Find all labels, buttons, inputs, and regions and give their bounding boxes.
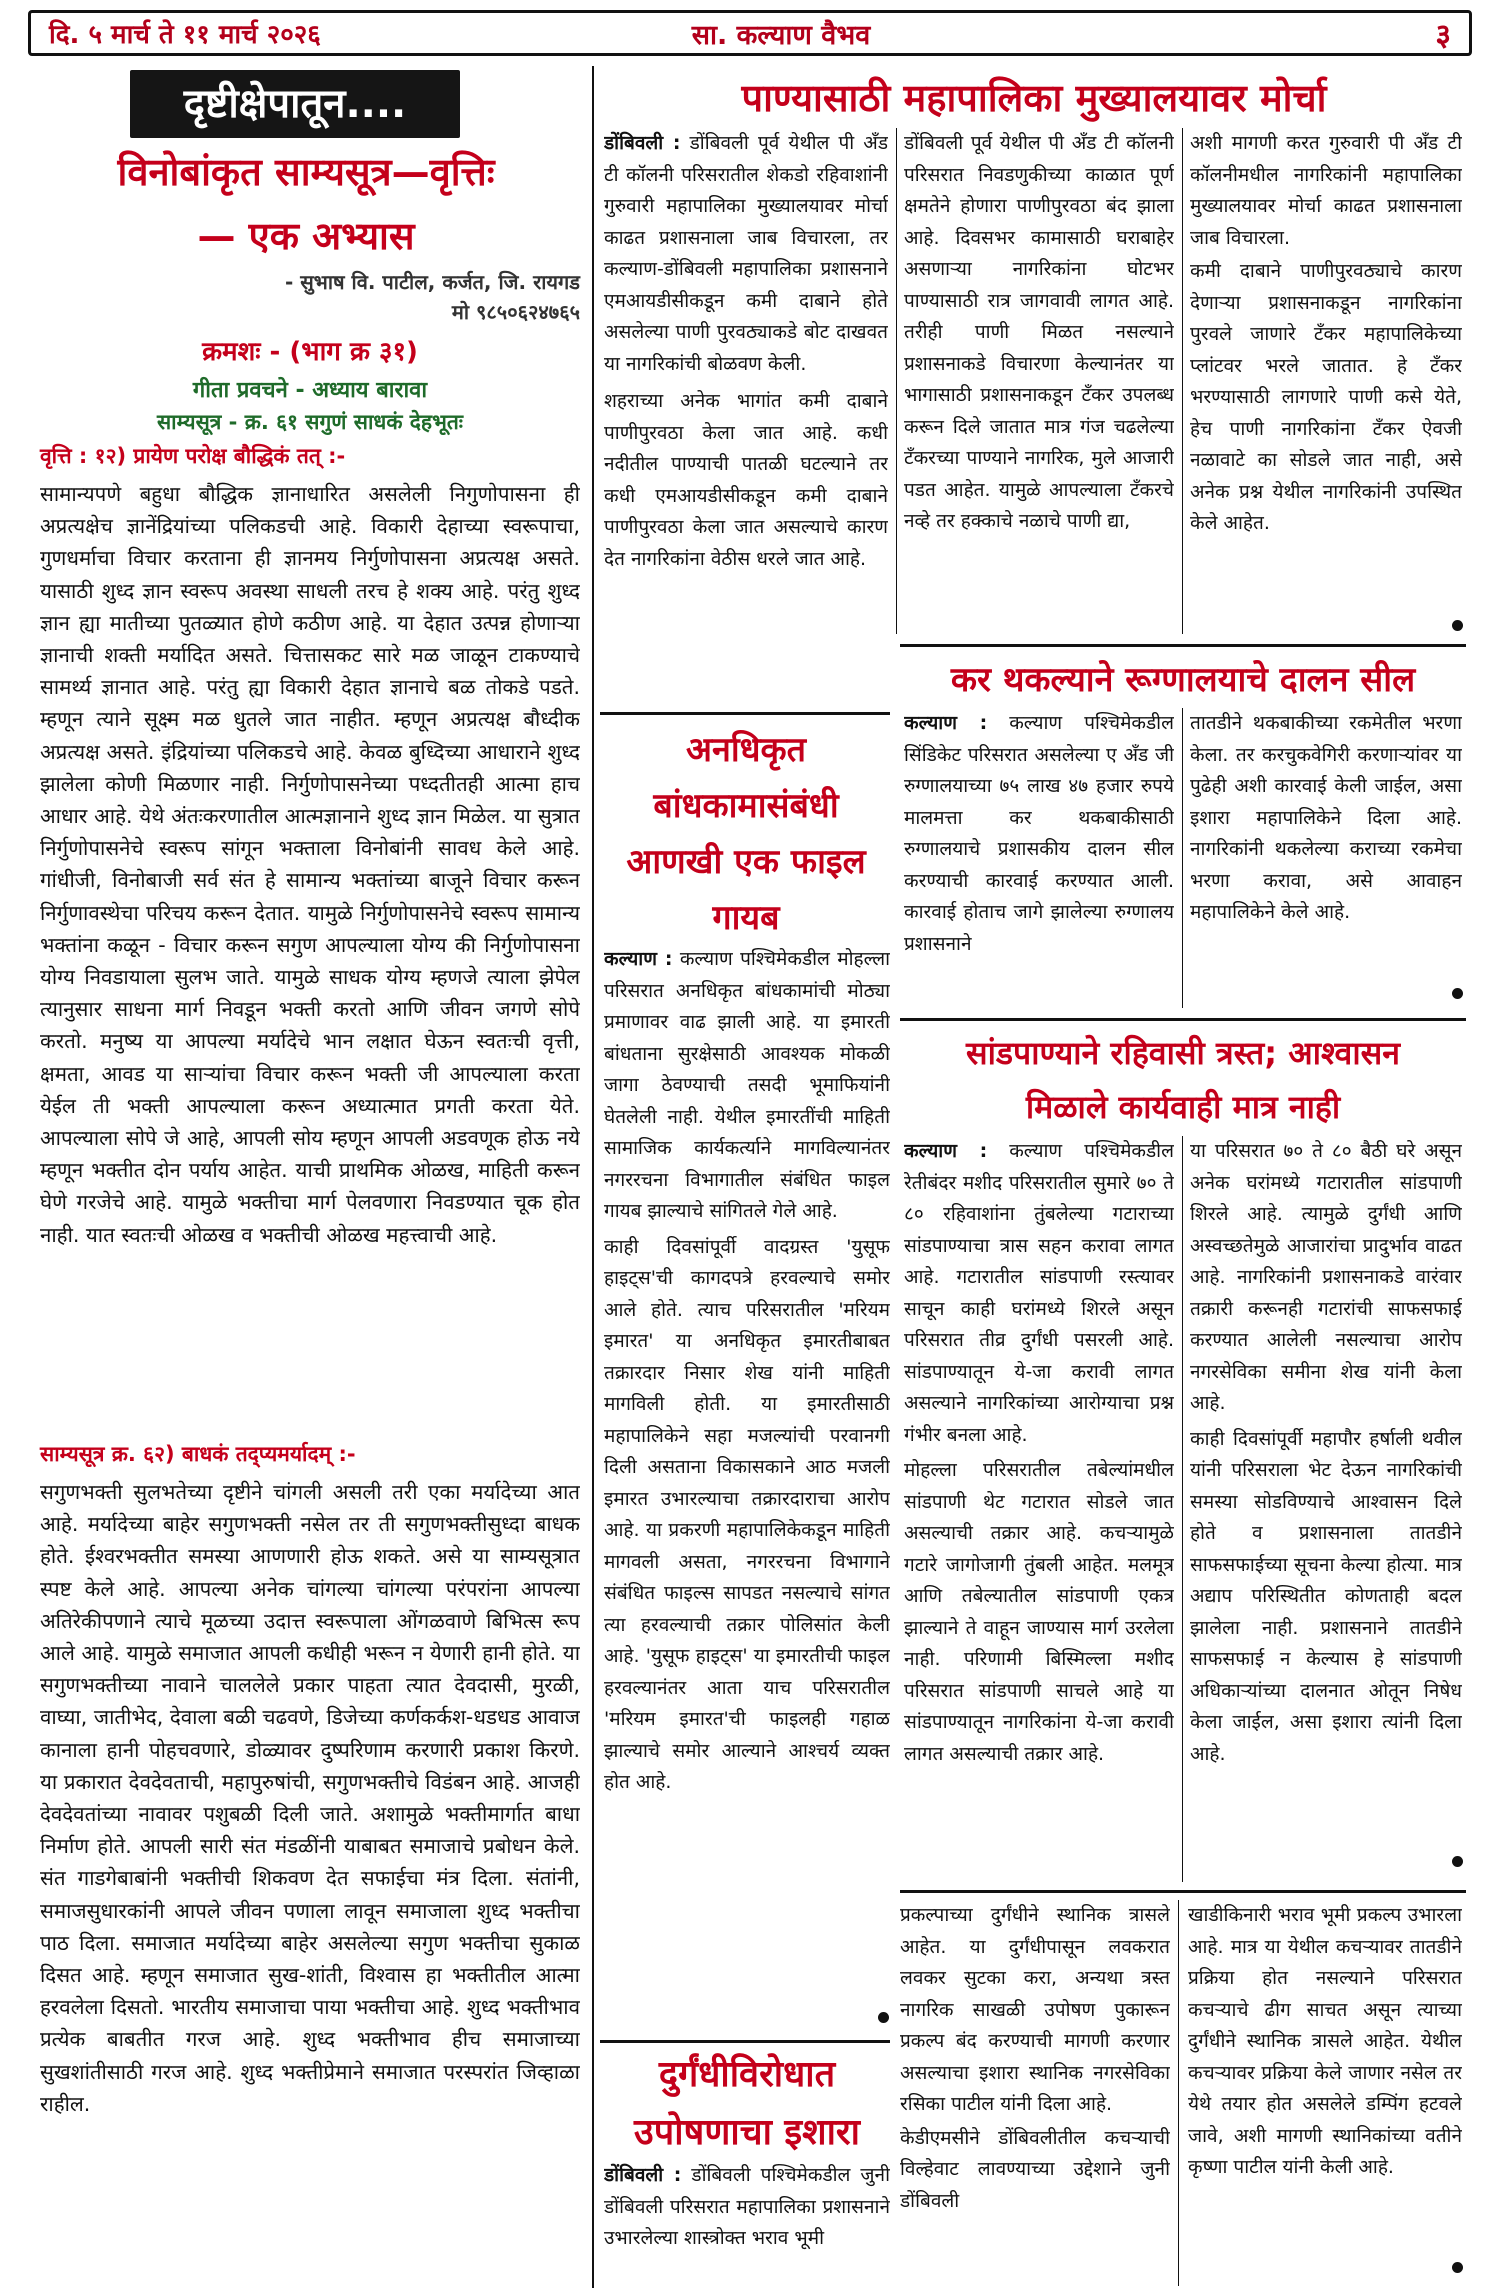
hunger-col1-text: डोंबिवली पश्चिमेकडील जुनी डोंबिवली परिसरात महापालिका प्रशासनाने उभारलेल्या शास्त्रोक्त भराव भूमी: [604, 2164, 890, 2249]
morcha-divider-2: [1182, 128, 1183, 634]
sealed-col2-text: तातडीने थकबाकीच्या रकमेतील भरणा केला. तर करचुकवेगिरी करणाऱ्यांवर या पुढेही अशी कारवाई केली जाईल, असा इशारा महापालिकेने दिला आहे. नागरिकांनी थकलेल्या कराच्या रकमेचा भरणा करावा, असे आवाहन महापालिकेने केले आहे.: [1190, 712, 1462, 923]
section-body-62-text: सगुणभक्ती सुलभतेच्या दृष्टीने चांगली असली तरी एका मर्यादेच्या आत आहे. मर्यादेच्या बाहेर सगुणभक्ती नसेल तर ती सगुणभक्तीसुध्दा बाधक होते. ईश्वरभक्तीत समस्या आणणारी होऊ शकते. असे या साम्यसूत्रात स्पष्ट केले आहे. आपल्या अनेक चांगल्या चांगल्या परंपरांना आपल्या अतिरेकीपणाने त्याचे मूळच्या उदात्त स्वरूपाला ओंगळवाणे बिभित्स रूप आले आहे. यामुळे समाजात आपली कधीही भरून न येणारी हानी होते. या सगुणभक्तीच्या नावाने चाललेले प्रकार पाहता त्यात देवदासी, मुरळी, वाघ्या, जातीभेद, देवाला बळी चढवणे, डिजेच्या कर्णकर्कश-धडधड आवाज कानाला हानी पोहचवणारे, डोळ्यावर दुष्परिणाम करणारी प्रकाश किरणे. या प्रकारात देवदेवताची, महापुरुषांची, सगुणभक्तीचे विडंबन आहे. आजही देवदेवतांच्या नावावर पशुबळी दिली जाते. अशामुळे भक्तीमार्गात बाधा निर्माण होते. आपली सारी संत मंडळींनी याबाबत समाजाचे प्रबोधन केले. संत गाडगेबाबांनी भक्तीची शिकवण देत सफाईचा मंत्र दिला. संतांनी, समाजसुधारकांनी आपले जीवन पणाला लावून समाजाला शुध्द भक्तीचा पाठ दिला. समाजात मर्यादेच्या बाहेर असलेल्या सगुण भक्तीचा सुकाळ दिसत आहे. म्हणून समाजात सुख-शांती, विश्वास हा भक्तीतील आत्मा हरवलेला दिसतो. भारतीय समाजाचा पाया भक्तीचा आहे. शुध्द भक्तीभाव प्रत्येक बाबतीत गरज आहे. शुध्द भक्तीभाव हीच समाजाच्या सुखशांतीसाठी गरज आहे. शुध्द भक्तीप्रेमाने समाजात परस्परांत जिव्हाळा राहील.: [40, 1480, 580, 2116]
end-marker-sewage: [1452, 1856, 1463, 1867]
headline-sewage: [900, 1026, 1466, 1134]
issue-date: दि. ५ मार्च ते ११ मार्च २०२६: [49, 20, 321, 50]
morcha-divider-1: [896, 128, 897, 634]
hunger-col2-text: प्रकल्पाच्या दुर्गंधीने स्थानिक त्रासले आहेत. या दुर्गंधीपासून लवकरात लवकर सुटका करा, अन्यथा त्रस्त नागरिक साखळी उपोषण पुकारून प्रकल्प बंद करण्याची मागणी करणार असल्याचा इशारा स्थानिक नगरसेविका रसिका पाटील यांनी दिला आहे.: [900, 1904, 1170, 2115]
section-body-62: [40, 1476, 580, 2278]
section-heading-62: साम्यसूत्र क्र. ६२) बाधकं तद्प्यमर्यादम् :-: [40, 1442, 356, 1466]
hunger-col2: [900, 1900, 1170, 2286]
hunger-col3-text: खाडीकिनारी भराव भूमी प्रकल्प उभारला आहे. मात्र या येथील कचऱ्यावर तातडीने प्रक्रिया होत नसल्याने परिसरात कचऱ्याचे ढीग साचत असून त्याच्या दुर्गंधीने स्थानिक त्रासले आहेत. येथील कचऱ्यावर प्रक्रिया केले जाणार नसेल तर येथे तयार होत असलेले डम्पिंग हटवले जावे, अशी मागणी स्थानिकांच्या वतीने कृष्णा पाटील यांनी केली आहे.: [1188, 1904, 1462, 2178]
dateline-sewage: कल्याण :: [904, 1140, 988, 1162]
page-number: ३: [1435, 17, 1451, 53]
headline-sewage-line1: सांडपाण्याने रहिवासी त्रस्त; आश्वासन: [965, 1034, 1401, 1072]
dateline-illegal: कल्याण :: [604, 948, 673, 970]
headline-sealed: कर थकल्याने रूग्णालयाचे दालन सील: [950, 660, 1416, 700]
morcha-col3: [1190, 128, 1462, 634]
headline-illegal: अनधिकृत बांधकामासंबंधी आणखी एक फाइल गायब: [626, 730, 866, 938]
rule-under-sealed: [900, 1018, 1466, 1021]
illegal-body: [604, 944, 890, 2046]
sealed-divider: [1182, 708, 1183, 1008]
section-body-12: [40, 478, 580, 1434]
kicker-label: दृष्टीक्षेपातून....: [130, 70, 460, 138]
rule-under-illegal: [600, 2040, 890, 2043]
sewage-col1b-text: मोहल्ला परिसरातील तबेल्यांमधील सांडपाणी थेट गटारात सोडले जात असल्याची तक्रार आहे. कचऱ्यामुळे गटारे जागोजागी तुंबली आहेत. मलमूत्र आणि तबेल्यातील सांडपाणी एकत्र झाल्याने ते वाहून जाण्यास मार्ग उरलेला नाही. परिणामी बिस्मिल्ला मशीद परिसरात सांडपाणी साचले आहे या सांडपाण्यातून नागरिकांना ये-जा करावी लागत असल्याची तक्रार आहे.: [904, 1459, 1174, 1765]
sewage-col2b-text: काही दिवसांपूर्वी महापौर हर्षाली थवील यांनी परिसराला भेट देऊन नागरिकांची समस्या सोडविण्याचे आश्वासन दिले होते व प्रशासनाला तातडीने साफसफाईच्या सूचना केल्या होत्या. मात्र अद्याप परिस्थितीत कोणताही बदल झालेला नाही. प्रशासनाने तातडीने साफसफाई न केल्यास हे सांडपाणी अधिकाऱ्यांच्या दालनात ओतून निषेध केला जाईल, असा इशारा त्यांनी दिला आहे.: [1190, 1427, 1462, 1765]
subtitle-gita: गीता प्रवचने - अध्याय बारावा: [192, 378, 428, 403]
sewage-divider: [1182, 1136, 1183, 1882]
morcha-col3a-text: अशी मागणी करत गुरुवारी पी अँड टी कॉलनीमधील नागरिकांनी महापालिका मुख्यालयावर मोर्चा काढत प्रशासनाला जाब विचारला.: [1190, 132, 1462, 249]
end-marker-morcha: [1452, 620, 1463, 631]
section-heading-12: वृत्ति : १२) प्रायेण परोक्ष बौद्धिकं तत् :-: [40, 444, 346, 468]
hunger-col3: [1188, 1900, 1462, 2286]
illegal-body-text: काही दिवसांपूर्वी वादग्रस्त 'युसूफ हाइट्स'ची कागदपत्रे हरवल्याचे समोर आले होते. त्याच परिसरातील 'मरियम इमारत' या अनधिकृत इमारतीबाबत तक्रारदार निसार शेख यांनी माहिती मागविली होती. या इमारतीसाठी महापालिकेने सहा मजल्यांची परवानगी दिली असताना विकासकाने आठ मजली इमारत उभारल्याचा तक्रारदाराचा आरोप आहे. या प्रकरणी महापालिकेकडून माहिती मागवली असता, नगररचना विभागाने संबंधित फाइल्स सापडत नसल्याचे सांगत त्या हरवल्याची तक्रार पोलिसांत केली आहे. 'युसूफ हाइट्स' या इमारतीची फाइल हरवल्यानंतर आता याच परिसरातील 'मरियम इमारत'ची फाइलही गहाळ झाल्याचे समोर आल्याने आश्चर्य व्यक्त होत आहे.: [604, 1235, 890, 1793]
end-marker-hunger: [1452, 2262, 1463, 2273]
article-title-line2: — एक अभ्यास: [197, 214, 415, 258]
headline-hunger: [604, 2046, 890, 2162]
morcha-col3b-text: कमी दाबाने पाणीपुरवठ्याचे कारण देणाऱ्या प्रशासनाकडून नागरिकांना पुरवले जाणारे टँकर महापालिकेच्या प्लांटवर भरले जातात. हे टँकर भरण्यासाठी लागणारे पाणी कसे येते, हेच पाणी नागरिकांना टँकर ऐवजी नळावाटे का सोडले जात नाही, असे अनेक प्रश्न येथील नागरिकांनी उपस्थित केले आहेत.: [1190, 260, 1462, 534]
morcha-col1b-text: शहराच्या अनेक भागांत कमी दाबाने पाणीपुरवठा केला जात आहे. कधी नदीतील पाण्याची पातळी घटल्याने तर कधी एमआयडीसीकडून कमी दाबाने पाणीपुरवठा केला जात असल्याचे कारण देत नागरिकांना वेठीस धरले जात आहे.: [604, 390, 888, 570]
morcha-col2: [904, 128, 1174, 634]
hunger-divider: [1178, 1900, 1179, 2286]
headline-hunger-line2: उपोषणाचा इशारा: [634, 2112, 860, 2153]
section-body-12-text: सामान्यपणे बहुधा बौद्धिक ज्ञानाधारित असलेली निगुणोपासना ही अप्रत्यक्षेच ज्ञानेंद्रियांच्या पलिकडची आहे. विकारी देहाच्या स्वरूपाचा, गुणधर्माचा विचार करताना ही ज्ञानमय निर्गुणोपासना अप्रत्यक्ष असते. यासाठी शुध्द ज्ञान स्वरूप अवस्था साधली तरच हे शक्य आहे. परंतु शुध्द ज्ञान ह्या मातीच्या पुतळ्यात होणे कठीण आहे. या देहात उत्पन्न होणाऱ्या ज्ञानाची शक्ती मर्यादित असते. चित्तासकट सारे मळ जाळून टाकण्याचे सामर्थ्य ज्ञानात आहे. परंतु ह्या विकारी देहात ज्ञानाचे बळ तोकडे पडते. म्हणून त्याने सूक्ष्म मळ धुतले जात नाहीत. म्हणून अप्रत्यक्ष बौध्दीक अप्रत्यक्ष असते. इंद्रियांच्या पलिकडचे आहे. केवळ बुध्दिच्या आधाराने शुध्द झालेला कोणी मिळणार नाही. निर्गुणोपासनेच्या पध्दतीतही आत्मा हाच आधार आहे. येथे अंतःकरणातील आत्मज्ञानाने शुध्द ज्ञान मिळेल. या सुत्रात निर्गुणोपासनेचे स्वरूप सांगून भक्ताला विनोबांनी सावध केले आहे. गांधीजी, विनोबाजी सर्व संत हे सामान्य भक्तांच्या बाजूने विचार करून निर्गुणावस्थेचा परिचय करून देतात. यामुळे निर्गुणोपासनेचे स्वरूप सामान्य भक्तांना कळून - विचार करून सगुण आपल्याला योग्य की निर्गुणोपासना योग्य निवडायाला सुलभ जाते. यामुळे साधक योग्य म्हणजे त्याला झेपेल त्यानुसार साधना मार्ग निवडून भक्ती करतो आणि जीवन जगणे सोपे करतो. मनुष्य या आपल्या मर्यादेचे भान लक्षात घेऊन स्वतःची वृत्ती, क्षमता, आवड या साऱ्यांचा विचार करून भक्ती जी आपल्याला करता येईल ती भक्ती आपल्याला करून अध्यात्मात प्रगती करता येते. आपल्याला सोपे जे आहे, आपली सोय म्हणून आपली अडवणूक होऊ नये म्हणून भक्तीत दोन पर्याय आहेत. याची प्राथमिक ओळख, माहिती करून घेणे गरजेचे आहे. यामुळे भक्तीचा मार्ग पेलवणारा निवडण्यात चूक होत नाही. यात स्वतःची ओळख व भक्तीची ओळख महत्त्वाची आहे.: [40, 482, 580, 1247]
end-marker-sealed: [1452, 988, 1463, 999]
sewage-col2-text: या परिसरात ७० ते ८० बैठी घरे असून अनेक घरांमध्ये गटारातील सांडपाणी शिरले आहे. त्यामुळे दुर्गंधी आणि अस्वच्छतेमुळे आजारांचा प्रादुर्भाव वाढत आहे. नागरिकांनी प्रशासनाकडे वारंवार तक्रारी करूनही गटारांची साफसफाई करण्यात आलेली नसल्याचा आरोप नगरसेविका समीना शेख यांनी केला आहे.: [1190, 1140, 1462, 1414]
headline-hunger-line1: दुर्गंधीविरोधात: [658, 2054, 836, 2095]
morcha-col2-text: डोंबिवली पूर्व येथील पी अँड टी कॉलनी परिसरात निवडणुकीच्या काळात पूर्ण क्षमतेने होणारा पाणीपुरवठा बंद झाला आहे. दिवसभर कामासाठी घराबाहेर असणाऱ्या नागरिकांना घोटभर पाण्यासाठी रात्र जागवावी लागत आहे. तरीही पाणी मिळत नसल्याने प्रशासनाकडे विचारणा केल्यानंतर या भागासाठी प्रशासनाकडून टँकर उपलब्ध करून दिले जातात मात्र गंज चढलेल्या टँकरच्या पाण्याने नागरिक, मुले आजारी पडत आहेत. यामुळे आपल्याला टँकरचे नव्हे तर हक्काचे नळाचे पाणी द्या,: [904, 132, 1174, 532]
hunger-col1: [604, 2160, 890, 2286]
rule-under-morcha-left: [600, 712, 890, 715]
headline-sewage-line2: मिळाले कार्यवाही मात्र नाही: [1025, 1088, 1341, 1126]
dateline-sealed: कल्याण :: [904, 712, 988, 734]
sealed-col2: [1190, 708, 1462, 1008]
column-divider: [592, 66, 594, 2288]
article-title: [36, 140, 576, 268]
sealed-col1: [904, 708, 1174, 1008]
dateline-morcha: डोंबिवली :: [604, 132, 681, 154]
sewage-col1: [904, 1136, 1174, 1882]
article-title-line1: विनोबांकृत साम्यसूत्र—वृत्तिः: [117, 150, 495, 194]
end-marker-illegal: [878, 2012, 889, 2023]
subtitle-samyasutra: साम्यसूत्र - क्र. ६१ सगुणं साधकं देहभूतः: [156, 410, 464, 434]
headline-morcha: पाण्यासाठी महापालिका मुख्यालयावर मोर्चा: [741, 76, 1327, 120]
hunger-top-rule: [900, 1890, 1466, 1893]
byline-phone: मो ९८५०६२४७६५: [451, 300, 580, 324]
sewage-col1-text: कल्याण पश्चिमेकडील रेतीबंदर मशीद परिसरातील सुमारे ७० ते ८० रहिवाशांना तुंबलेल्या गटाराच्या सांडपाण्याचा त्रास सहन करावा लागत आहे. गटारातील सांडपाणी रस्त्यावर साचून काही घरांमध्ये शिरले असून परिसरात तीव्र दुर्गंधी पसरली आहे. सांडपाण्यातून ये-जा करावी लागत असल्याने नागरिकांच्या आरोग्याचा प्रश्न गंभीर बनला आहे.: [904, 1140, 1174, 1446]
page-header: [28, 10, 1472, 56]
series-label: क्रमशः - (भाग क्र ३१): [202, 337, 418, 367]
sewage-col2: [1190, 1136, 1462, 1882]
dateline-hunger: डोंबिवली :: [604, 2164, 682, 2186]
sealed-col1-text: कल्याण पश्चिमेकडील सिंडिकेट परिसरात असलेल्या ए अँड जी रुग्णालयाच्या ७५ लाख ४७ हजार रुपये मालमत्ता कर थकबाकीसाठी रुग्णालयाचे प्रशासकीय दालन सील करण्याची कारवाई करण्यात आली. कारवाई होताच जागे झालेल्या रुग्णालय प्रशासनाने: [904, 712, 1174, 955]
byline-author: - सुभाष वि. पाटील, कर्जत, जि. रायगड: [285, 270, 580, 294]
rule-under-morcha-right: [900, 644, 1466, 647]
illegal-lead-text: कल्याण पश्चिमेकडील मोहल्ला परिसरात अनधिकृत बांधकामांची मोठ्या प्रमाणावर वाढ झाली आहे. या इमारती बांधताना सुरक्षेसाठी आवश्यक मोकळी जागा ठेवण्याची तसदी भूमाफियांनी घेतलेली नाही. येथील इमारतींची माहिती सामाजिक कार्यकर्त्याने मागविल्यानंतर नगररचना विभागातील संबंधित फाइल गायब झाल्याचे सांगितले गेले आहे.: [604, 948, 890, 1222]
morcha-col1-text: डोंबिवली पूर्व येथील पी अँड टी कॉलनी परिसरातील शेकडो रहिवाशांनी गुरुवारी महापालिका मुख्यालयावर मोर्चा काढत प्रशासनाला जाब विचारला, तर कल्याण-डोंबिवली महापालिका प्रशासनाने एमआयडीसीकडून कमी दाबाने होते असलेल्या पाणी पुरवठ्याकडे बोट दाखवत या नागरिकांची बोळवण केली.: [604, 132, 888, 375]
paper-name: सा. कल्याण वैभव: [691, 19, 871, 51]
morcha-col1: [604, 128, 888, 712]
hunger-col2b-text: केडीएमसीने डोंबिवलीतील कचऱ्याची विल्हेवाट लावण्याच्या उद्देशाने जुनी डोंबिवली: [900, 2126, 1170, 2212]
